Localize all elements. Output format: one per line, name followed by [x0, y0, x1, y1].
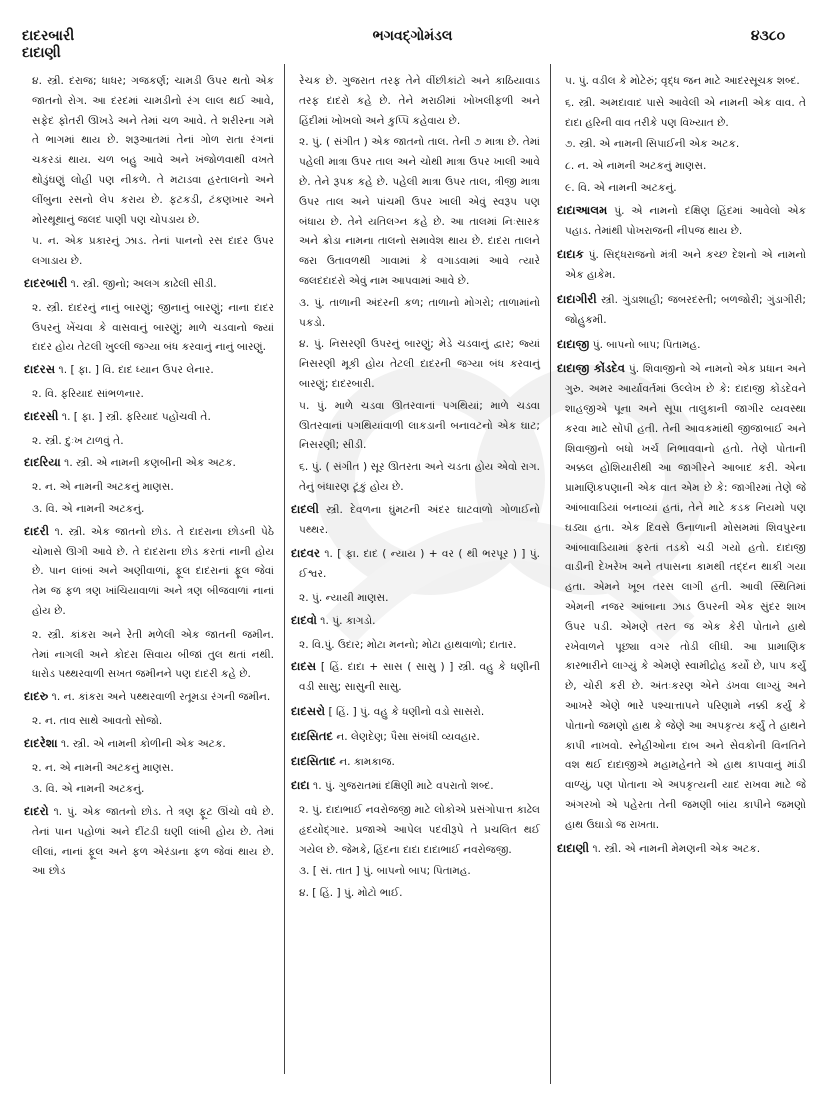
headword: દાદવો [291, 612, 317, 627]
sense-definition: ૨. વિ.પું. ઉદાર; મોટા મનનો; મોટા હાથવાળો; દાતાર. [299, 638, 517, 651]
headword: દાદરો [24, 804, 49, 819]
definition-text: ૧. પું. એક જાતનો છોડ. તે ત્રણ ફૂટ ઊંચો વધે છે. તેનાં પાન પહોળાં અને દીંટડી ઘણી લાંબી હોય છે. તેમાં લીલાં, નાનાં ફૂલ અને ફળ એરંડાના ફળ જેવાં થાય છે. આ છોડ [32, 806, 274, 878]
definition-text: [ હિં. ] પું. વહુ કે ધણીનો વડો સાસરો. [325, 705, 485, 718]
definition-text: [ હિં. દાદા + સાસ ( સાસુ ) ] સ્ત્રી. વહુ કે ધણીની વડી સાસુ; સાસુની સાસુ. [299, 661, 540, 694]
sense-definition: ૯. વિ. એ નામની અટકનું. [565, 181, 677, 194]
dictionary-entry [557, 201, 806, 242]
headword: દાદરુ [24, 689, 49, 704]
sense-definition: ૫. પું. માળે ચડવા ઊતરવાનાં પગથિયાં; માળે ચડવા ઊતરવાનાં પગથિયાંવાળી લાકડાની બનાવટનો એક ઘાટ; નિસરણી; સીડી. [299, 399, 540, 452]
sense-definition: ૬. સ્ત્રી. અમદાવાદ પાસે આવેલી એ નામની એક વાવ. તે દાદા હરિની વાવ તરીકે પણ વિખ્યાત છે. [565, 96, 806, 129]
headword: દાદસ [291, 659, 317, 674]
sense-definition: ૨. સ્ત્રી. દુઃખ ટાળવું તે. [32, 434, 124, 447]
dictionary-entry [291, 727, 540, 748]
headword: દાદાજી [557, 336, 590, 351]
dictionary-entry [557, 839, 806, 860]
definition-text: સ્ત્રી. ગુંડાશાહી; જબરદસ્તી; બળજોરી; ગુંડાગીરી; જોહુકમી. [565, 293, 806, 326]
headword: દાદવર [291, 546, 321, 561]
dictionary-entry [557, 359, 806, 835]
definition-text: ન. લેણદેણ; પૈસા સંબંધી વ્યવહાર. [332, 730, 480, 743]
dictionary-entry [24, 274, 274, 295]
headword: દાદાજી કોંડદેવ [557, 361, 626, 376]
dictionary-entry [557, 335, 806, 356]
sense-definition: ૩. પું. તાળાની અંદરની કળ; તાળાનો મોગરો; તાળામાંનો પકડો. [299, 296, 540, 329]
dictionary-entry [291, 776, 540, 797]
dictionary-entry [557, 290, 806, 331]
sense-definition: ૨. પું. ( સંગીત ) એક જાતનો તાલ. તેની ૭ માત્રા છે. તેમાં પહેલી માત્રા ઉપર તાલ અને ચોથી માત્રા ઉપર ખાલી આવે છે. તેને રૂપક કહે છે. પહેલી માત્રા ઉપર તાલ, ત્રીજી માત્રા ઉપર તાલ અને પાંચમી ઉપર ખાલી એવું સ્વરૂપ પણ બંધાય છે. તેને યતિલગ્ન કહે છે. આ તાલમાં નિઃસારક અને ક્રોડા નામના તાલનો સમાવેશ થાય છે. દાદરા તાલને જરા ઉતાવળથી ગાવામાં કે વગાડવામાં આવે ત્યારે જલદદાદરો એવું નામ આપવામાં આવે છે. [299, 136, 540, 287]
sense-definition: ૪. [ હિં. ] પું. મોટો ભાઈ. [299, 887, 403, 900]
dictionary-columns [18, 64, 818, 1084]
definition-text: ૧. પું. ગુજરાતમાં દક્ષિણી માટે વપરાતો શબ્દ. [309, 780, 494, 793]
column-right [550, 64, 816, 1084]
dictionary-entry [24, 687, 274, 708]
definition-text: ૧. સ્ત્રી. એક જાતનો છોડ. તે દાદરાના છોડની પેઠે ચોમાસે ઊગી આવે છે. તે દાદરાના છોડ કરતાં નાની હોય છે. પાન લાંબાં અને અણીવાળાં, ફૂલ દાદરાનાં ફૂલ જેવાં તેમ જ ફળ ત્રણ ખાંચિયાવાળાં અને ત્રણ બીજવાળાં નાનાં હોય છે. [32, 525, 274, 617]
definition-text: પું. શિવાજીનો એ નામનો એક પ્રધાન અને ગુરુ. અમર આર્યાવર્તમાં ઉલ્લેખ છે કે: દાદાજી કોંડદેવને શાહજીએ પૂના અને સૂપા તાલુકાની જાગીર વ્યવસ્થા કરવા માટે સોંપી હતી. તેની આવકમાંથી જીજાબાઈ અને શિવાજીનો બધો ખર્ચ નિભાવવાનો હતો. તેણે પોતાની અક્કલ હોશિયારીથી આ જાગીરને આબાદ કરી. એના પ્રામાણિકપણાની એક વાત એમ છે કે: જાગીરમાં તેણે જે આંબાવાડિયાં બનાવ્યાં હતાં, તેને માટે કડક નિયમો પણ ઘડ્યા હતા. એક દિવસે ઉનાળાની મોસમમાં શિવપુરના આંબાવાડિયામાં ફરતાં તડકો ચડી ગયો હતો. દાદાજી વાડીની દેખરેખ અને તપાસના કામથી તદ્દન થાકી ગયા હતા. એમને ખૂબ તરસ લાગી હતી. આવી સ્થિતિમાં એમની નજર આંબાના ઝાડ ઉપરની એક સુંદર શાખ ઉપર પડી. એમણે તરત જ એક કેરી પોતાને હાથે રખેવાળને પૂછ્યા વગર તોડી લીધી. આ પ્રામાણિક કારભારીને લાગ્યું કે એમણે સ્વામીદ્રોહ કર્યો છે, પાપ કર્યું છે, ચોરી કરી છે. અંતઃકરણ એને ડંખવા લાગ્યું અને આખરે એણે ભારે પશ્ચાત્તાપને પરિણામે નક્કી કર્યું કે પોતાનો જમણો હાથ કે જેણે આ અપકૃત્ય કર્યું તે હાથને કાપી નાખવો. સ્નેહીઓના દાબ અને સેવકોની વિનતિને વશ થઈ દાદાજીએ મહામહેનતે એ હાથ કાપવાનું માંડી વાળ્યું, પણ પોતાના એ અપકૃત્યની યાદ રાખવા માટે જે અંગરખો એ પહેરતા તેની જમણી બાંય કાપીને જમણો હાથ ઉઘાડો જ રાખતા. [565, 363, 806, 831]
sense-definition: ૫. ન. એક પ્રકારનું ઝાડ. તેનાં પાનનો રસ દાદર ઉપર લગાડાય છે. [32, 235, 274, 268]
column-middle [284, 64, 550, 1074]
sense-definition: ૭. સ્ત્રી. એ નામની સિપાઈની એક અટક. [565, 138, 740, 151]
column-left [18, 64, 284, 1084]
definition-text: ૧. સ્ત્રી. જીનો; અલગ કાઢેલી સીડી. [67, 277, 217, 290]
sense-definition: ૩. વિ. એ નામની અટકનું. [32, 502, 145, 515]
sense-definition: ૨. પું. ન્યાયી માણસ. [299, 591, 389, 604]
page-number: ૪૩૮૦ [750, 28, 785, 44]
sense-definition: ૨. વિ. ફરિયાદ સાંભળનાર. [32, 387, 144, 400]
dictionary-entry [291, 752, 540, 773]
dictionary-entry [24, 407, 274, 428]
sense-definition: ૨. સ્ત્રી. દાદરનું નાનું બારણું; જીનાનું બારણું; નાના દાદર ઉપરનું ખેંચવા કે વાસવાનું બારણું; માળે ચડવાનો જ્યાં દાદર હોય તેટલી ખુલ્લી જગ્યા બંધ કરવાનું નાનું બારણું. [32, 301, 274, 354]
headword: દાદસરો [291, 703, 326, 718]
page-header [0, 0, 825, 61]
dictionary-entry [291, 611, 540, 632]
definition-text: ૧. [ ફા. ] સ્ત્રી. ફરિયાદ પહોંચવી તે. [58, 410, 211, 423]
book-title: ભગવદ્ગોમંડલ [372, 28, 453, 44]
definition-text: ૧. ન. કાંકરા અને પથ્થરવાળી રતૂમડા રંગની જમીન. [48, 691, 271, 704]
definition-text: ૧. સ્ત્રી. એ નામની કોળીની એક અટક. [57, 737, 226, 750]
sense-definition: ૨. પું. દાદાભાઈ નવરોજજી માટે લોકોએ પ્રસંગોપાત્ત કાઢેલ હૃદયોદ્ગાર. પ્રજાએ આપેલ પદવીરૂપે તે પ્રચલિત થઈ ગયેલ છે. જેમકે, હિંદના દાદા દાદાભાઈ નવરોજજી. [299, 804, 540, 856]
sense-definition: ૪. સ્ત્રી. દરાજ; ધાધર; ગજકર્ણ; ચામડી ઉપર થતો એક જાતનો રોગ. આ દરદમાં ચામડીનો રંગ લાલ થઈ આવે, સફેદ ફોતરી ઊખડે અને તેમાં ચળ આવે. તે શરીરના ગમે તે ભાગમાં થાય છે. શરૂઆતમાં તેનાં ગોળ રાતા રંગનાં ચકરડાં થાય. ચળ બહુ આવે અને ખંજોળવાથી વખતે થોડુંઘણું લોહી પણ નીકળે. તે મટાડવા હરતાલનો અને લીંબુના રસનો લેપ કરાય છે. ફટકડી, ટંકણખાર અને મોરથૂથાનું જલદ પાણી પણ ચોપડાય છે. [32, 75, 274, 226]
sense-definition: ૫. પું. વડીલ કે મોટેરું; વૃદ્ધ જન માટે આદરસૂચક શબ્દ. [565, 75, 800, 87]
definition-text: પું. બાપનો બાપ; પિતામહ. [589, 338, 701, 351]
dictionary-entry [557, 245, 806, 286]
sense-definition: ૮. ન. એ નામની અટકનું માણસ. [565, 160, 707, 173]
dictionary-entry [24, 734, 274, 755]
dictionary-entry [24, 453, 274, 474]
definition-text: ન. કામકાજ. [335, 755, 395, 768]
headword: દાદસિતદ [291, 728, 333, 743]
headword: દાદાણી [557, 841, 590, 856]
dictionary-entry [291, 702, 540, 723]
definition-text: ૧. પું. કાગડો. [316, 614, 376, 627]
headword: દાદરિયા [24, 455, 61, 470]
sense-definition: ૨. ન. એ નામની અટકનું માણસ. [32, 761, 174, 774]
continued-definition: રેચક છે. ગુજરાત તરફ તેને વીંછીકાંટો અને કાઠિયાવાડ તરફ દાદરો કહે છે. તેને મરાઠીમાં ખોખલીફળી અને હિંદીમાં ખોખલો અને કુપ્પિ કહેવાય છે. [299, 75, 540, 127]
sense-definition: ૨. ન. તાવ સાથે આવતો સોજો. [32, 714, 163, 727]
headword: દાદરસી [24, 408, 59, 423]
definition-text: ૧. સ્ત્રી. એ નામની કણબીની એક અટક. [60, 457, 236, 470]
dictionary-entry [24, 522, 274, 622]
headword: દાદાગીરી [557, 291, 597, 306]
sense-definition: ૩. વિ. એ નામની અટકનું. [32, 783, 145, 796]
headword: દાદા [291, 778, 310, 793]
guide-word-bottom: દાદાણી [22, 45, 61, 61]
headword: દાદરબારી [24, 275, 68, 290]
definition-text: ૧. [ ફા. દાદ ( ન્યાય ) + વર ( થી ભરપૂર ) ] પું. ઈશ્વર. [299, 548, 540, 581]
sense-definition: ૩. [ સં. તાત ] પું. બાપનો બાપ; પિતામહ. [299, 865, 471, 878]
sense-definition: ૨. સ્ત્રી. કાંકરા અને રેતી મળેલી એક જાતની જમીન. તેમાં નાગલી અને કોદરા સિવાય બીજાં તુલ થતાં નથી. ધારોડ પથ્થરવાળી સખત જમીનને પણ દાદરી કહે છે. [32, 628, 274, 681]
headword: દાદરી [24, 523, 50, 538]
sense-definition: ૨. ન. એ નામની અટકનું માણસ. [32, 481, 174, 494]
guide-word-top: દાદરબારી [22, 28, 75, 44]
dictionary-entry [291, 544, 540, 585]
dictionary-entry [24, 802, 274, 882]
sense-definition: ૬. પું. ( સંગીત ) સૂર ઊતરતા અને ચડતા હોય એવો રાગ. તેનું બંધારણ ટૂંકું હોય છે. [299, 461, 540, 493]
sense-definition: ૪. પું. નિસરણી ઉપરનું બારણું; મેડે ચડવાનું દ્વાર; જ્યાં નિસરણી મૂકી હોય તેટલી દાદરની જગ્યા બંધ કરવાનું બારણું; દાદરબારી. [299, 338, 540, 390]
headword: દાદરેશા [24, 735, 58, 750]
definition-text: સ્ત્રી. દેવળના ઘુંમટની અંદર ઘાટવાળો ગોળાઈનો પથ્થર. [299, 503, 540, 536]
headword: દાદલી [291, 501, 319, 516]
headword: દાદાક [557, 247, 584, 262]
headword: દાદાઆલમ [557, 202, 608, 217]
definition-text: ૧. [ ફા. ] વિ. દાદ ધ્યાન ઉપર લેનાર. [55, 364, 214, 377]
definition-text: પું. સિદ્ધરાજનો મંત્રી અને કચ્છ દેશનો એ નામનો એક હાકેમ. [565, 249, 806, 282]
dictionary-entry [291, 500, 540, 541]
headword: દાદરસ [24, 362, 56, 377]
definition-text: પું. એ નામનો દક્ષિણ હિંદમાં આવેલો એક પહાડ. તેમાંથી પોખરાજની નીપજ થાય છે. [565, 204, 806, 237]
headword: દાદસિતાદ [291, 753, 336, 768]
definition-text: ૧. સ્ત્રી. એ નામની મેમણની એક અટક. [589, 843, 761, 856]
dictionary-entry [291, 657, 540, 698]
dictionary-entry [24, 360, 274, 381]
